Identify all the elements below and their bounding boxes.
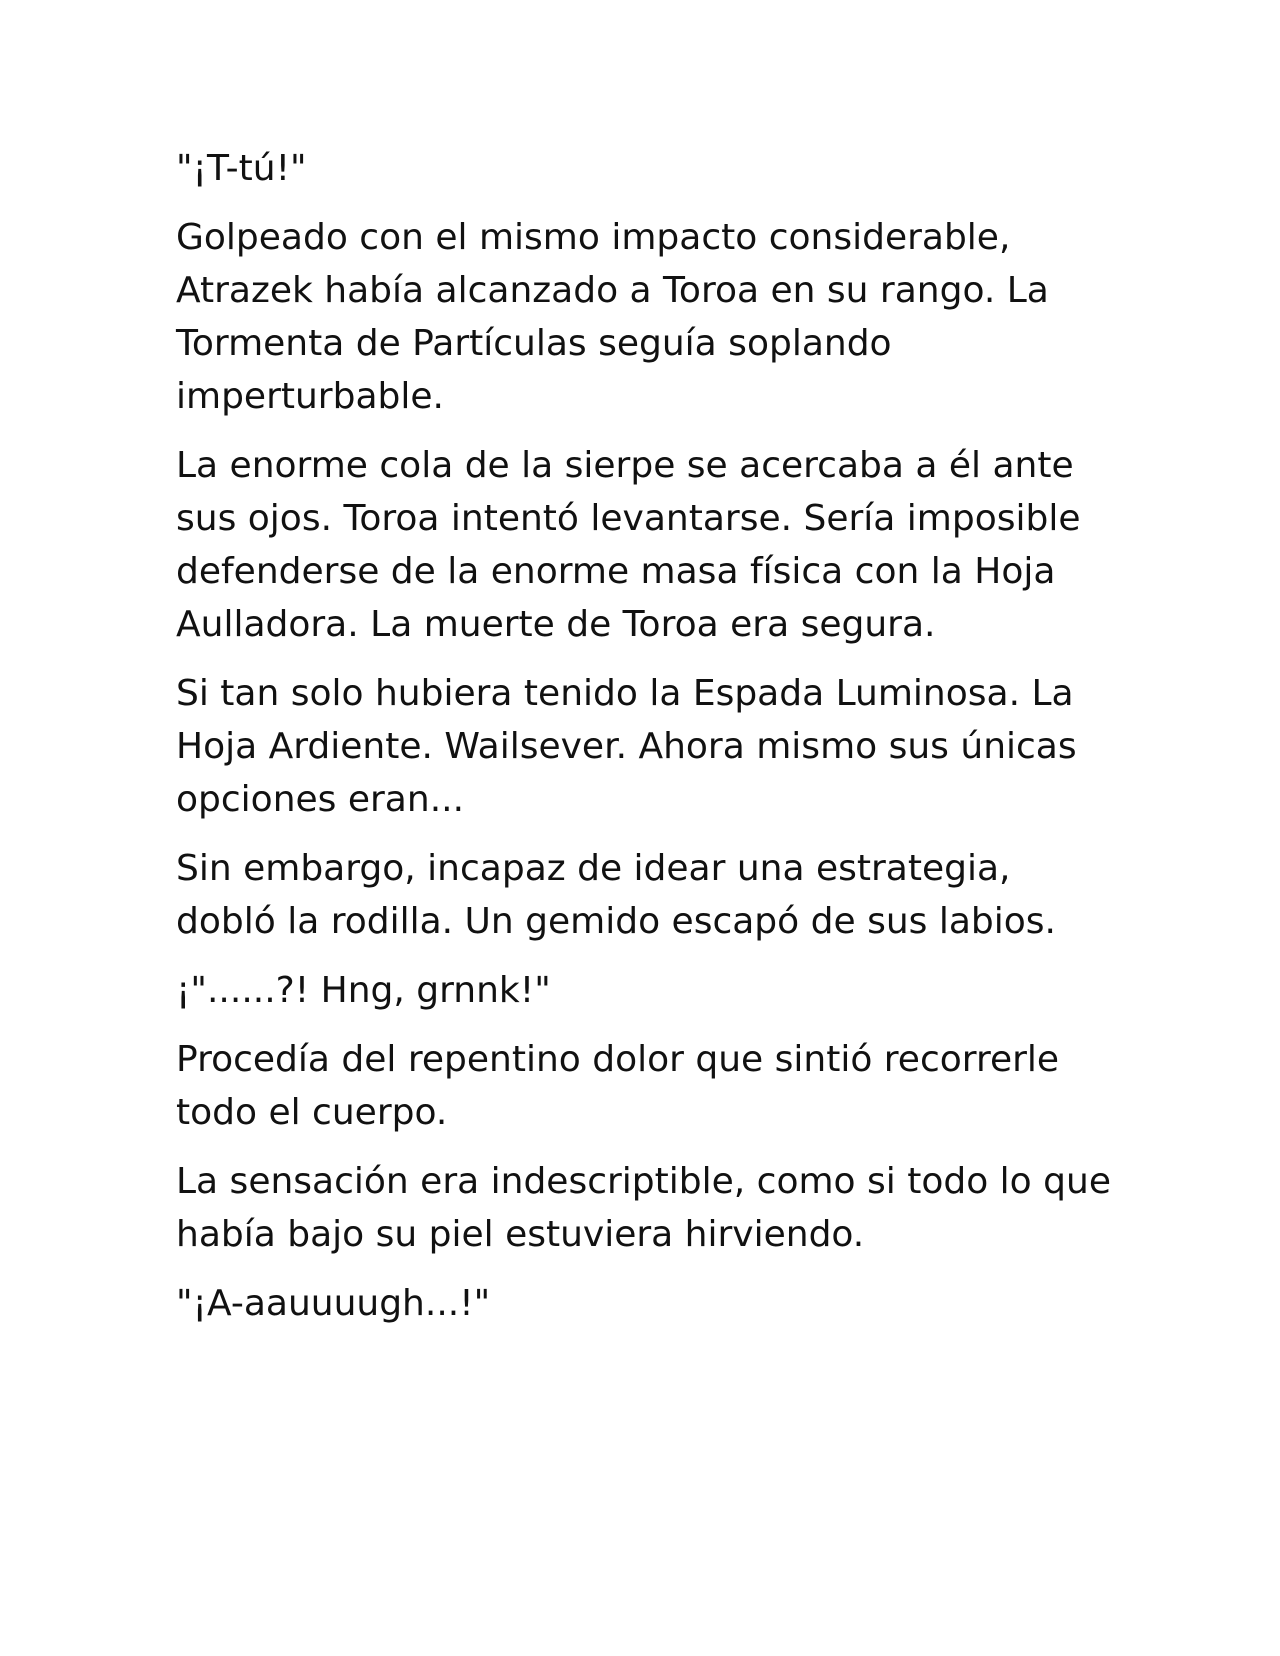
paragraph-sudden-pain: Procedía del repentino dolor que sintió recorrerle todo el cuerpo. — [176, 1039, 1060, 1133]
paragraph-dialogue-grnnk: ¡"......?! Hng, grnnk!" — [176, 970, 551, 1011]
paragraph-dialogue-tu: "¡T-tú!" — [176, 148, 307, 189]
paragraph-atrazek-impact: Golpeado con el mismo impacto considerable, Atrazek había alcanzado a Toroa en su rango. La Tormenta de Partículas seguía soplando imperturbable. — [176, 217, 1049, 417]
paragraph-luminous-sword: Si tan solo hubiera tenido la Espada Luminosa. La Hoja Ardiente. Wailsever. Ahora mismo sus únicas opciones eran... — [176, 673, 1077, 820]
document-page — [176, 142, 1116, 1346]
paragraph-knee: Sin embargo, incapaz de idear una estrategia, dobló la rodilla. Un gemido escapó de sus labios. — [176, 848, 1056, 942]
paragraph-boiling-sensation: La sensación era indescriptible, como si todo lo que había bajo su piel estuviera hirviendo. — [176, 1161, 1111, 1255]
paragraph-dialogue-scream: "¡A-aauuuugh...!" — [176, 1283, 491, 1324]
paragraph-serpent-tail: La enorme cola de la sierpe se acercaba a él ante sus ojos. Toroa intentó levantarse. Sería imposible defenderse de la enorme masa física con la Hoja Aulladora. La muerte de Toroa era segura. — [176, 445, 1081, 645]
